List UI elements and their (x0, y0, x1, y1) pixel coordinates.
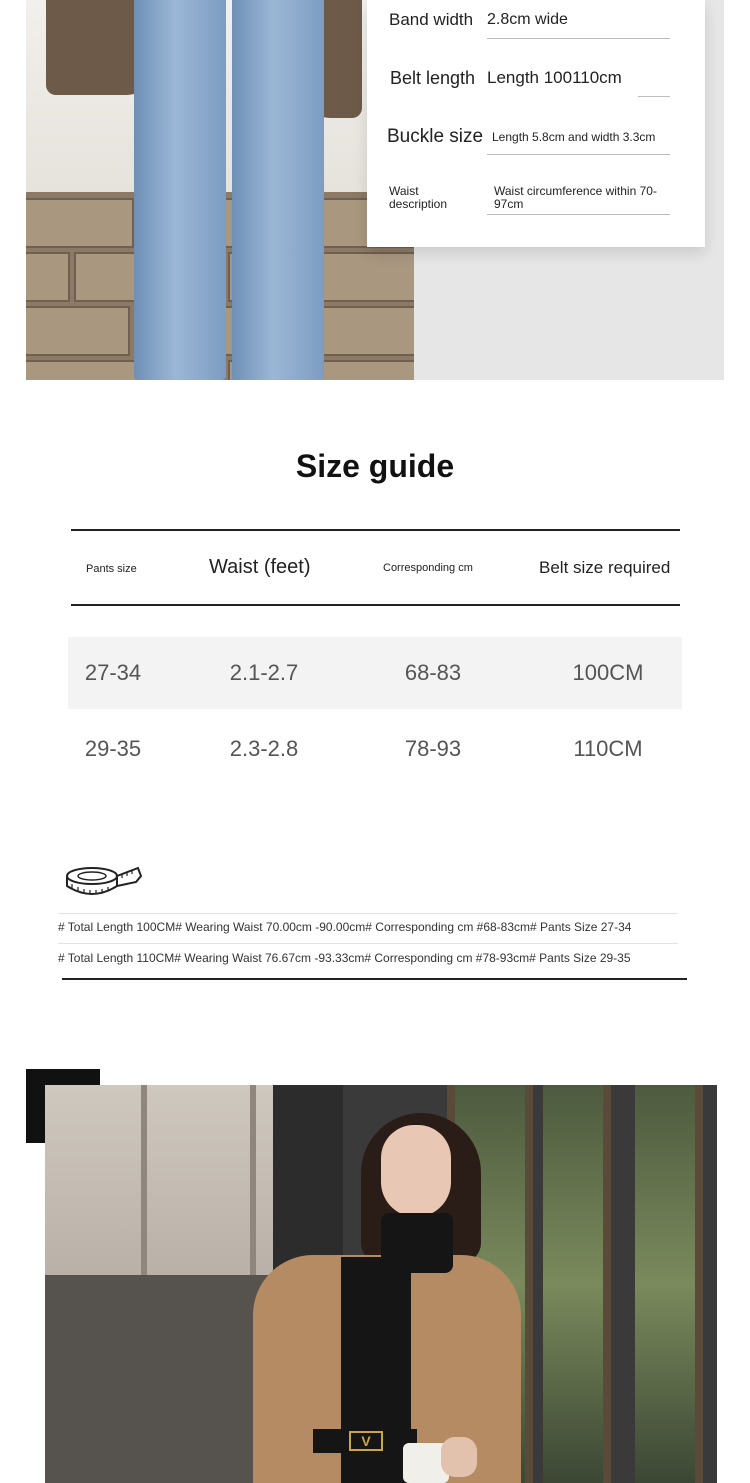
measuring-tape-icon (64, 862, 144, 902)
note-line: # Total Length 110CM# Wearing Waist 76.67cm -93.33cm# Corresponding cm #78-93cm# Pants Size 29-35 (58, 951, 631, 965)
model-photo (45, 1085, 717, 1483)
spec-label: Band width (389, 10, 474, 29)
table-header-rule (71, 604, 680, 606)
cell-waist-feet: 2.1-2.7 (229, 660, 299, 685)
model-hand (441, 1437, 477, 1477)
spec-row-waist-description (367, 174, 705, 234)
cell-pants-size: 29-35 (84, 736, 142, 761)
divider (58, 943, 678, 944)
table-row (68, 713, 682, 785)
divider (58, 913, 678, 914)
cell-belt-size: 110CM (573, 736, 643, 761)
spec-row-belt-length (367, 58, 705, 116)
jeans (134, 0, 324, 380)
notes-bottom-rule (62, 978, 687, 980)
cell-corresponding-cm: 78-93 (404, 736, 462, 761)
cell-belt-size: 100CM (572, 660, 644, 685)
turtleneck-collar (381, 1213, 453, 1273)
note-line: # Total Length 100CM# Wearing Waist 70.00cm -90.00cm# Corresponding cm #68-83cm# Pants Size 27-34 (58, 920, 632, 934)
spec-value: Length 100110cm (487, 68, 622, 87)
header-belt-size-required: Belt size required (539, 558, 671, 577)
table-row (68, 637, 682, 709)
cell-pants-size: 27-34 (84, 660, 142, 685)
jeans-photo (26, 0, 414, 380)
size-guide-title: Size guide (295, 448, 455, 484)
spec-value: 2.8cm wide (487, 11, 568, 28)
spec-label: Belt length (390, 68, 476, 88)
stone-base (45, 1275, 273, 1483)
belt-buckle: V (349, 1431, 383, 1451)
spec-value: Length 5.8cm and width 3.3cm (492, 130, 656, 144)
table-top-rule (71, 529, 680, 531)
spec-row-band-width (367, 0, 705, 58)
spec-value: Waist circumference within 70-97cm (494, 184, 657, 211)
header-corresponding-cm: Corresponding cm (383, 562, 473, 574)
header-pants-size: Pants size (86, 563, 137, 575)
cell-corresponding-cm: 68-83 (404, 660, 462, 685)
spec-label: Waist description (389, 184, 448, 211)
header-waist-feet: Waist (feet) (209, 556, 311, 578)
spec-row-buckle-size (367, 116, 705, 174)
spec-label: Buckle size (387, 126, 484, 147)
belt-spec-card (367, 0, 705, 247)
model-face (381, 1125, 451, 1217)
stone-wall (45, 1085, 273, 1285)
cell-waist-feet: 2.3-2.8 (229, 736, 299, 761)
